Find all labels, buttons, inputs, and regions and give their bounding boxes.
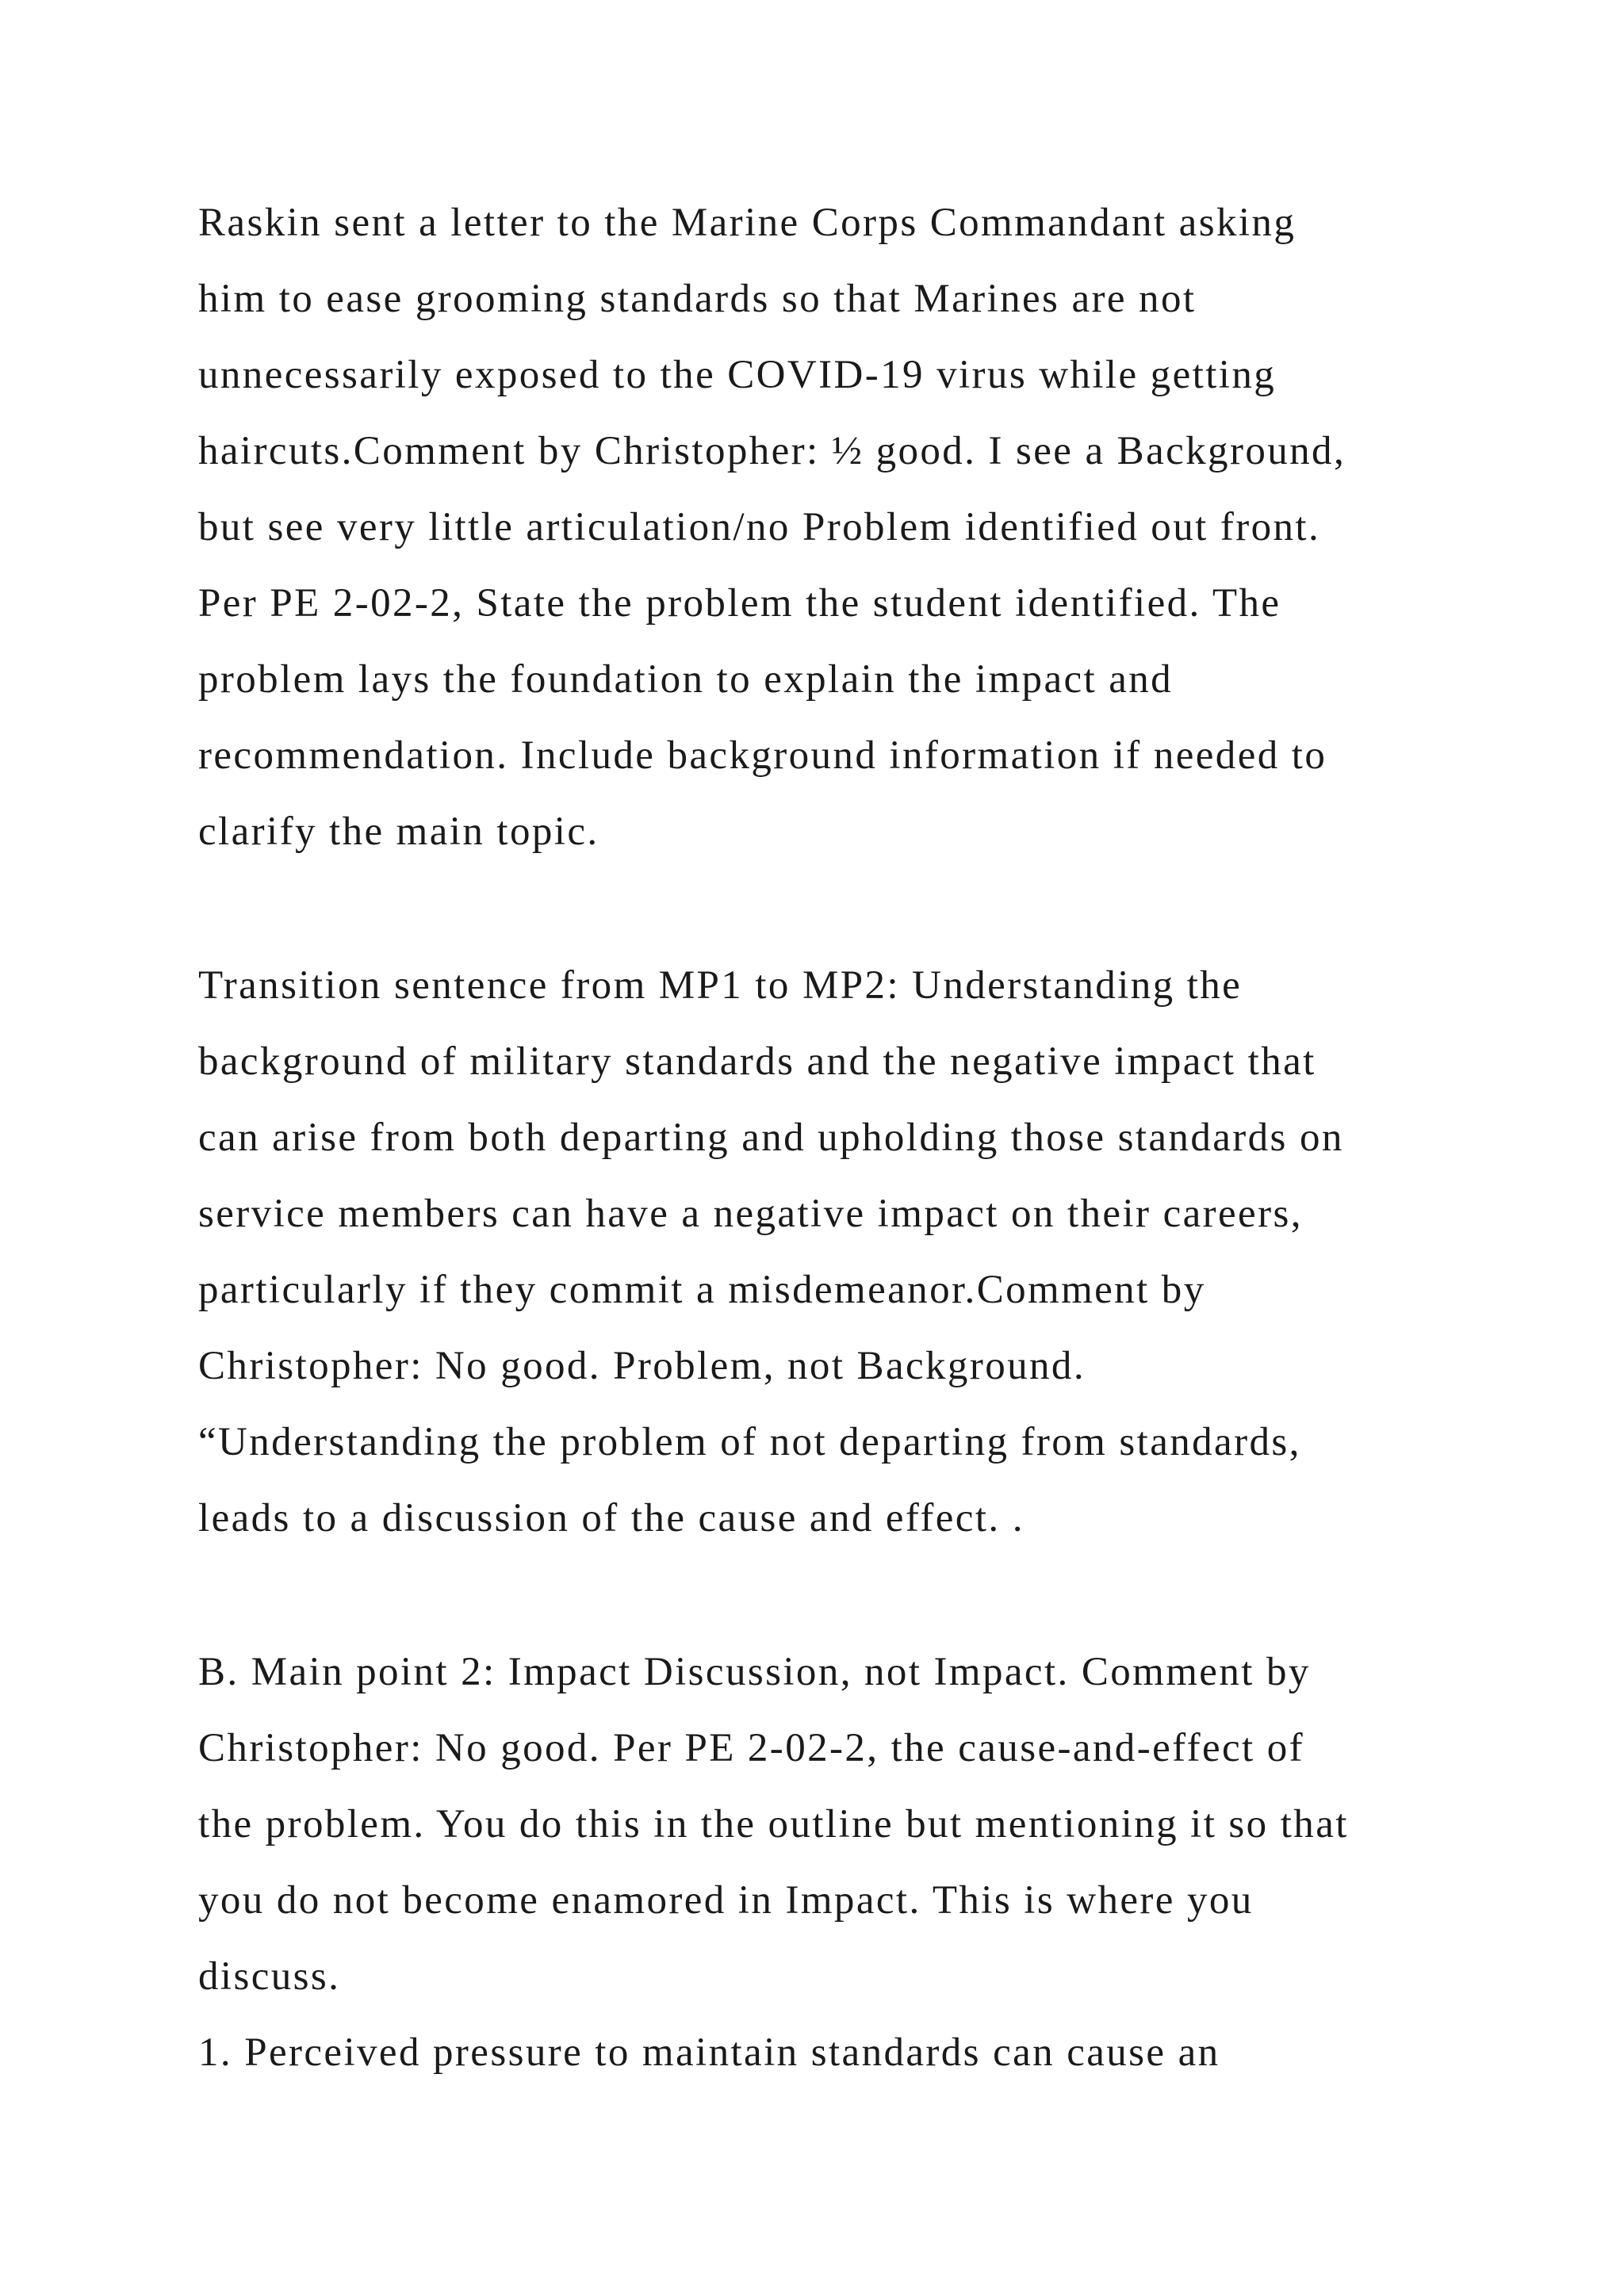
text-line: discuss. — [198, 1954, 341, 1999]
text-line: haircuts.Comment by Christopher: ½ good. I see a Background, — [198, 429, 1346, 473]
text-line: Christopher: No good. Per PE 2-02-2, the cause-and-effect of — [198, 1726, 1305, 1770]
text-line: unnecessarily exposed to the COVID-19 virus while getting — [198, 353, 1277, 397]
text-line: leads to a discussion of the cause and effect. . — [198, 1496, 1025, 1540]
text-line: particularly if they commit a misdemeanor.Comment by — [198, 1268, 1206, 1312]
text-line: him to ease grooming standards so that Marines are not — [198, 277, 1197, 321]
text-line: the problem. You do this in the outline but mentioning it so that — [198, 1802, 1349, 1846]
text-line: Transition sentence from MP1 to MP2: Understanding the — [198, 963, 1243, 1008]
text-line: Raskin sent a letter to the Marine Corps Commandant asking — [198, 201, 1297, 245]
text-line: problem lays the foundation to explain the impact and — [198, 657, 1174, 702]
paragraph-background — [198, 185, 1546, 870]
text-line: service members can have a negative impact on their careers, — [198, 1192, 1303, 1236]
text-line: background of military standards and the negative impact that — [198, 1039, 1316, 1084]
text-line: Christopher: No good. Problem, not Background. — [198, 1344, 1086, 1388]
text-line: “Understanding the problem of not departing from standards, — [198, 1420, 1301, 1464]
text-line: clarify the main topic. — [198, 809, 599, 854]
text-line: recommendation. Include background information if needed to — [198, 733, 1327, 778]
text-line: but see very little articulation/no Problem identified out front. — [198, 505, 1321, 549]
text-line: B. Main point 2: Impact Discussion, not Impact. Comment by — [198, 1650, 1311, 1694]
paragraph-main-point-2 — [198, 1634, 1546, 2091]
text-line: can arise from both departing and upholding those standards on — [198, 1115, 1344, 1160]
paragraph-transition — [198, 947, 1546, 1556]
text-line: you do not become enamored in Impact. This is where you — [198, 1878, 1254, 1923]
text-line: Per PE 2-02-2, State the problem the student identified. The — [198, 581, 1281, 626]
text-line: 1. Perceived pressure to maintain standards can cause an — [198, 2030, 1220, 2075]
